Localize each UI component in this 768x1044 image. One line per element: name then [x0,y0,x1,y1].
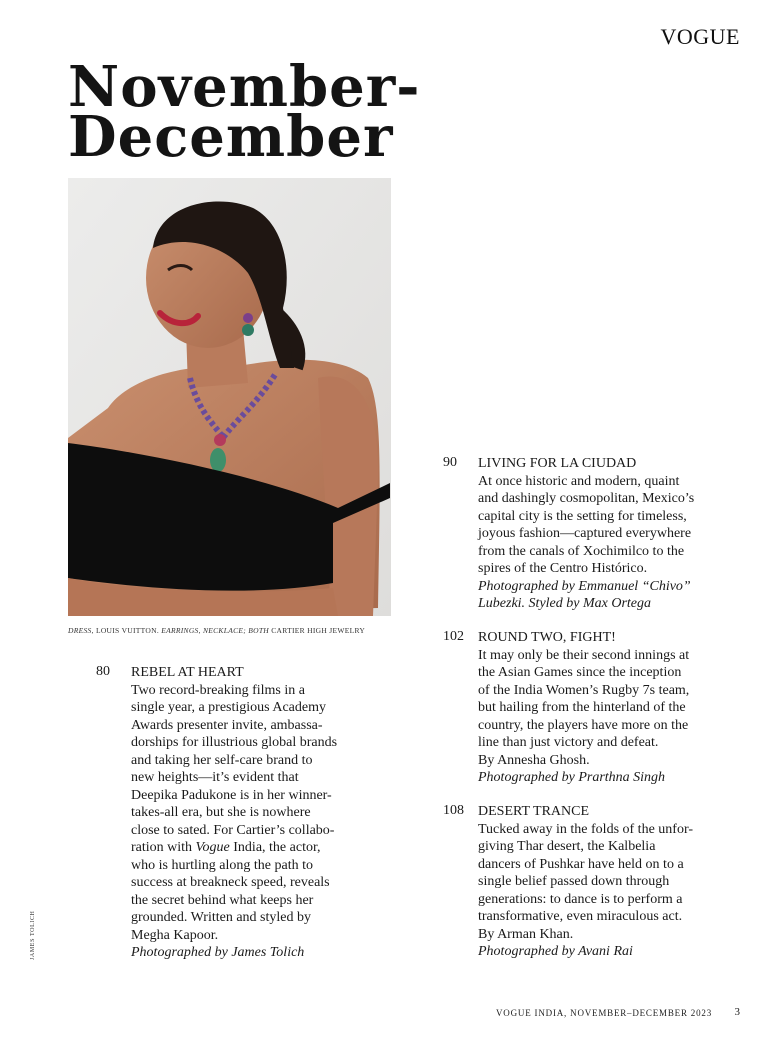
entry-credit: Lubezki. Styled by Max Ortega [478,596,652,611]
desc-line: line than just victory and defeat. [478,735,659,750]
desc-line: and taking her self-care brand to [131,752,313,768]
page-number-label: 80 [96,664,110,679]
desc-fragment: India, the actor, [229,840,321,855]
entry-heading: DESERT TRANCE [478,804,590,819]
caption-dress-value: LOUIS VUITTON. [93,626,162,635]
desc-line: single year, a prestigious Academy [131,700,326,715]
title-line-2: December [68,104,394,170]
cover-photo [68,178,391,616]
desc-line: At once historic and modern, quaint [478,473,680,489]
desc-line: Tucked away in the folds of the unfor- [478,821,693,837]
desc-line: transformative, even miraculous act. [478,909,683,924]
desc-line: takes-all era, but she is nowhere [131,805,311,820]
desc-line: Two record-breaking films in a [131,682,305,698]
desc-line: close to sated. For Cartier’s collabo- [131,822,335,838]
desc-line: and dashingly cosmopolitan, Mexico’s [478,491,695,506]
desc-line [131,839,337,857]
entry-heading: REBEL AT HEART [131,665,244,680]
entry-description [478,473,694,578]
folio-page-number: 3 [734,1006,740,1018]
desc-line: giving Thar desert, the Kalbelia [478,839,656,854]
desc-line: who is hurtling along the path to [131,857,313,873]
desc-fragment: ration with [131,840,196,855]
brand-logo: VOGUE [660,24,740,49]
desc-line: Deepika Padukone is in her winner- [131,787,332,803]
desc-line: new heights—it’s evident that [131,770,299,785]
entry-heading: ROUND TWO, FIGHT! [478,630,616,645]
page-number-label: 90 [443,455,457,470]
desc-line: capital city is the setting for timeless, [478,508,687,524]
entry-description [478,647,689,770]
vogue-italic: Vogue [195,840,230,855]
desc-line: grounded. Written and styled by [131,910,311,925]
desc-line: Megha Kapoor. [131,927,219,943]
desc-line: dancers of Pushkar have held on to a [478,856,684,872]
photo-caption [68,626,398,635]
entry-credit: Photographed by Prarthna Singh [478,770,666,785]
title-line-1: November- [68,54,421,120]
caption-jewelry-label: EARRINGS, NECKLACE; BOTH [161,626,270,635]
entry-credit: Photographed by James Tolich [131,945,305,960]
desc-line: It may only be their second innings at [478,647,690,663]
desc-line: dorships for illustrious global brands [131,735,338,750]
page-footer: VOGUE INDIA, NOVEMBER–DECEMBER 2023 [496,1008,712,1018]
desc-line: By Arman Khan. [478,926,574,942]
caption-dress-label: DRESS, [68,626,94,635]
page-number-label: 108 [443,803,464,818]
entry-heading: LIVING FOR LA CIUDAD [478,456,637,471]
desc-line: the Asian Games since the inception [478,665,682,680]
desc-line: Awards presenter invite, ambassa- [131,717,323,733]
entry-credit: Photographed by Avani Rai [478,944,633,959]
desc-line: country, the players have more on the [478,717,689,733]
desc-line: success at breakneck speed, reveals [131,875,330,890]
desc-line: single belief passed down through [478,874,670,889]
entry-credit: Photographed by Emmanuel “Chivo” [478,578,691,594]
page-title [68,54,421,170]
desc-line: By Annesha Ghosh. [478,752,590,768]
entry-description [131,682,337,945]
desc-line: the secret behind what keeps her [131,892,314,908]
page-number-label: 102 [443,629,464,644]
portrait-illustration [68,178,391,616]
entry-description [478,821,693,944]
desc-line: of the India Women’s Rugby 7s team, [478,682,690,698]
caption-jewelry-value: CARTIER HIGH JEWELRY [269,626,366,635]
desc-line: from the canals of Xochimilco to the [478,543,685,559]
desc-line: joyous fashion—captured everywhere [478,526,692,541]
desc-line: spires of the Centro Histórico. [478,561,648,576]
desc-line: but hailing from the hinterland of the [478,700,686,715]
photographer-side-credit: JAMES TOLICH [30,910,36,960]
desc-line: generations: to dance is to perform a [478,891,683,907]
